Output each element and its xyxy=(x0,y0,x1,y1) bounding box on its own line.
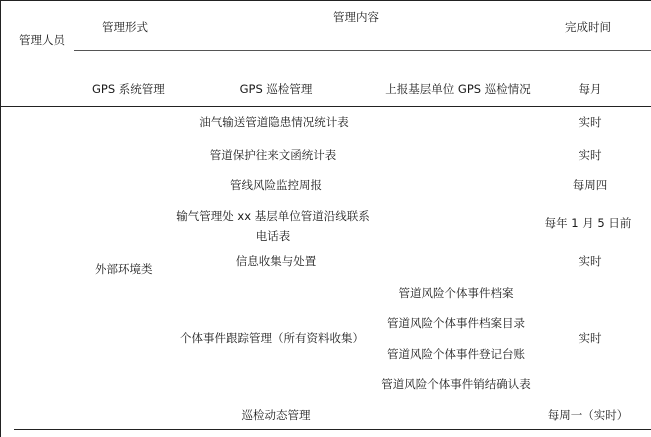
table-row-time: 每周四 xyxy=(572,178,608,192)
table-row-item: 管线风险监控周报 xyxy=(230,178,322,192)
table-row-item: 管道保护往来文函统计表 xyxy=(209,148,337,162)
gps-report-cell: 上报基层单位 GPS 巡检情况 xyxy=(385,82,531,96)
table-row-time: 每周一（实时） xyxy=(547,408,629,422)
sub-item: 管道风险个体事件销结确认表 xyxy=(381,377,531,391)
table-row-time: 每年 1 月 5 日前 xyxy=(544,216,632,230)
header-rule xyxy=(74,50,651,51)
table-row-time: 实时 xyxy=(578,115,602,129)
table-row-time: 实时 xyxy=(578,254,602,268)
header-form: 管理形式 xyxy=(102,20,148,34)
header-manager: 管理人员 xyxy=(19,33,65,47)
gps-item-cell: GPS 巡检管理 xyxy=(239,82,313,96)
table-row-time: 实时 xyxy=(578,331,602,345)
table-row-item: 信息收集与处置 xyxy=(235,254,317,268)
sub-item: 管道风险个体事件档案 xyxy=(398,286,514,300)
table-row-item: 输气管理处 xx 基层单位管道沿线联系电话表 xyxy=(176,209,370,243)
table-row-item: 个体事件跟踪管理（所有资料收集） xyxy=(180,331,364,345)
table-row-item: 油气输送管道隐患情况统计表 xyxy=(199,115,349,129)
header-time: 完成时间 xyxy=(565,20,611,34)
top-rule xyxy=(0,0,651,1)
gps-form-cell: GPS 系统管理 xyxy=(92,82,165,96)
table-row-time: 实时 xyxy=(578,148,602,162)
left-border xyxy=(0,0,1,437)
category-cell: 外部环境类 xyxy=(95,262,153,276)
header-content: 管理内容 xyxy=(333,10,379,24)
header-bottom-rule xyxy=(0,106,651,107)
sub-item: 管道风险个体事件档案目录 xyxy=(387,316,525,330)
gps-time-cell: 每月 xyxy=(578,82,602,96)
bottom-rule xyxy=(14,429,651,430)
table-row-item: 巡检动态管理 xyxy=(241,408,311,422)
sub-item: 管道风险个体事件登记台账 xyxy=(387,347,525,361)
